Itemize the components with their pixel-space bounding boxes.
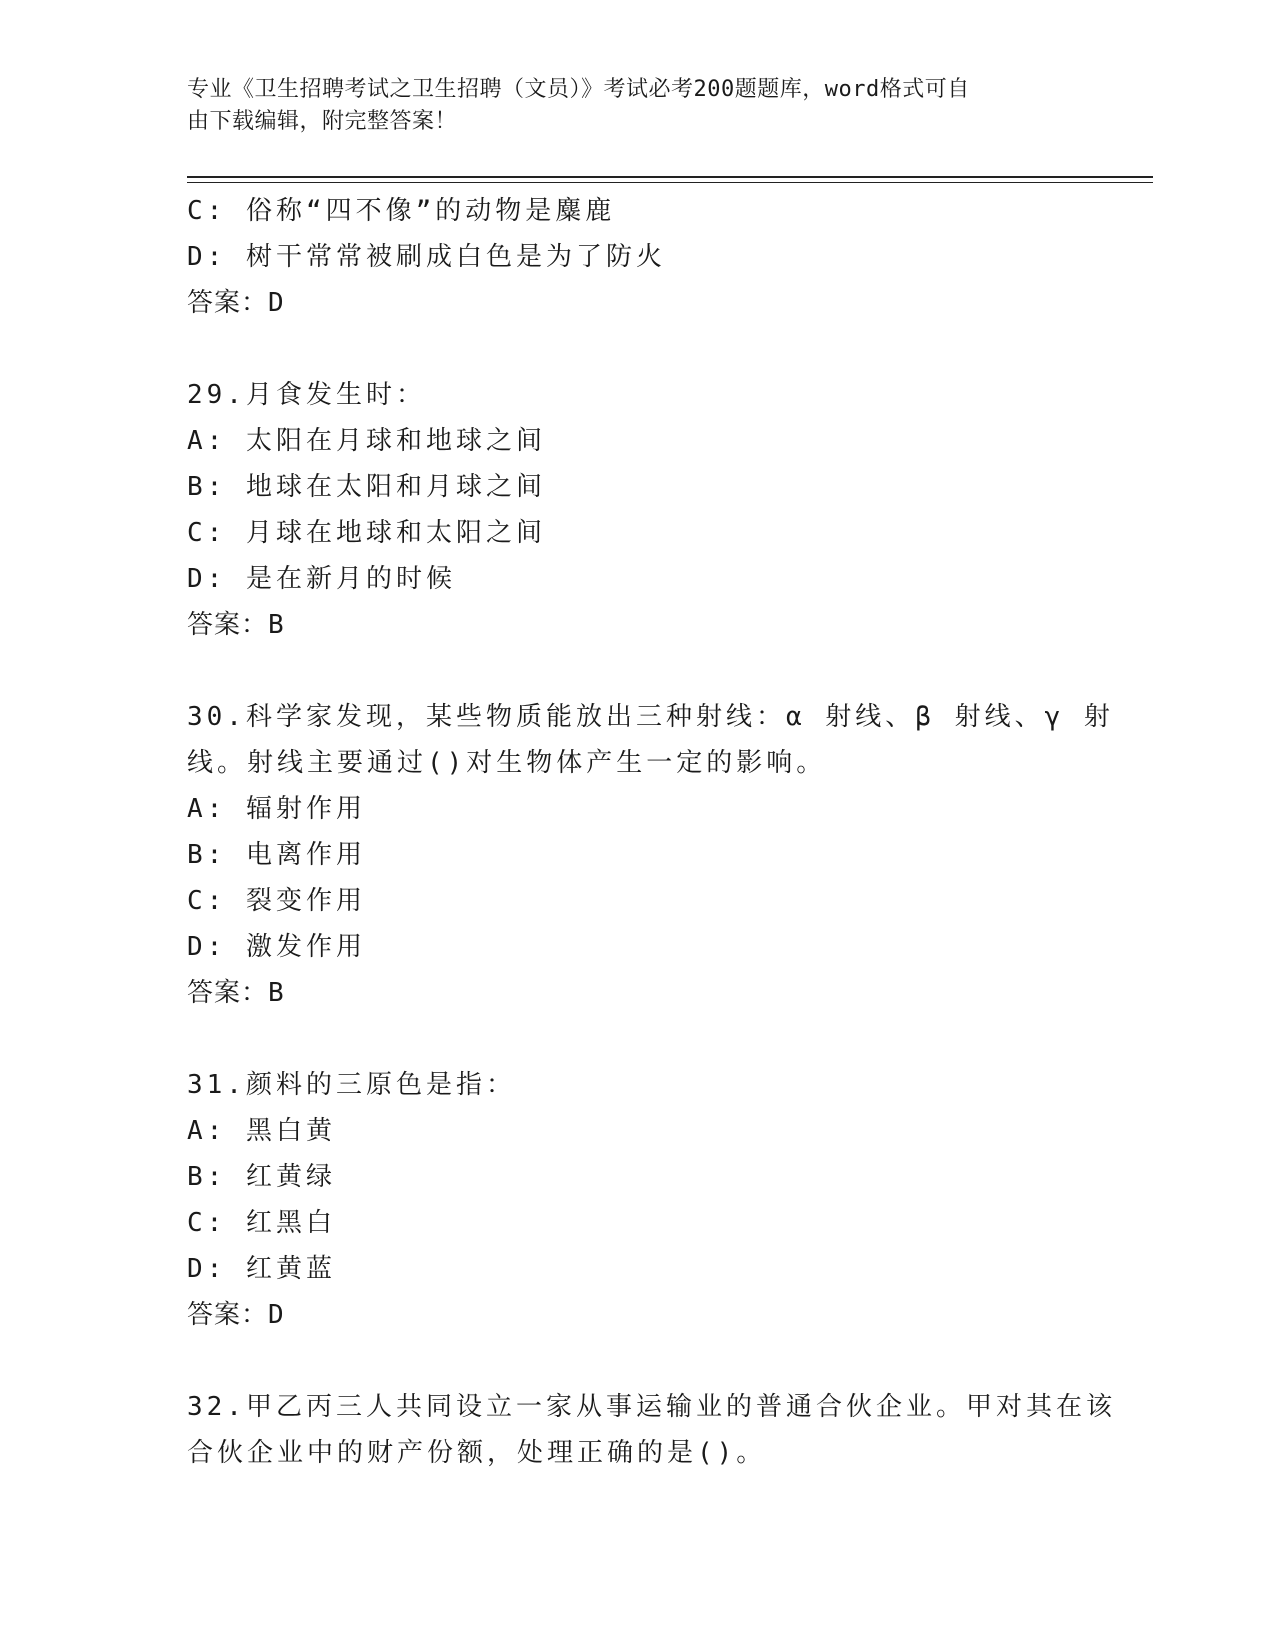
option-d: D: 激发作用	[187, 932, 366, 962]
header-divider-thin	[187, 182, 1153, 183]
answer: 答案：D	[187, 288, 285, 318]
option-c: C: 月球在地球和太阳之间	[187, 518, 546, 548]
document-header	[187, 74, 1067, 138]
option-a: A: 辐射作用	[187, 794, 366, 824]
question-text-line-1: 30.科学家发现，某些物质能放出三种射线：α 射线、β 射线、γ 射	[187, 702, 1114, 732]
spacer	[187, 1338, 1087, 1384]
question-30	[187, 694, 1114, 1016]
spacer	[187, 648, 1087, 694]
option-d: D: 是在新月的时候	[187, 564, 456, 594]
question-32	[187, 1384, 1116, 1476]
option-b: B: 电离作用	[187, 840, 366, 870]
spacer	[187, 326, 1087, 372]
question-text-line-2: 合伙企业中的财产份额，处理正确的是()。	[187, 1438, 767, 1468]
question-text: 29.月食发生时：	[187, 380, 426, 410]
option-b: B: 红黄绿	[187, 1162, 336, 1192]
option-b: B: 地球在太阳和月球之间	[187, 472, 546, 502]
question-text-line-2: 线。射线主要通过()对生物体产生一定的影响。	[187, 748, 827, 778]
header-divider-thick	[187, 176, 1153, 178]
question-list	[187, 188, 1116, 1476]
header-line-1: 专业《卫生招聘考试之卫生招聘（文员）》考试必考200题题库，word格式可自	[187, 77, 970, 102]
question-28	[187, 188, 1087, 326]
question-text-line-1: 32.甲乙丙三人共同设立一家从事运输业的普通合伙企业。甲对其在该	[187, 1392, 1116, 1422]
answer: 答案：D	[187, 1300, 285, 1330]
option-a: A: 太阳在月球和地球之间	[187, 426, 546, 456]
option-c: C: 裂变作用	[187, 886, 366, 916]
option-d: D: 红黄蓝	[187, 1254, 336, 1284]
answer: 答案：B	[187, 610, 285, 640]
spacer	[187, 1016, 1087, 1062]
option-a: A: 黑白黄	[187, 1116, 336, 1146]
option-c: C: 俗称“四不像”的动物是麋鹿	[187, 196, 616, 226]
option-d: D: 树干常常被刷成白色是为了防火	[187, 242, 666, 272]
question-31	[187, 1062, 1087, 1338]
answer: 答案：B	[187, 978, 285, 1008]
question-text: 31.颜料的三原色是指：	[187, 1070, 516, 1100]
question-29	[187, 372, 1087, 648]
header-line-2: 由下载编辑，附完整答案！	[187, 109, 458, 134]
option-c: C: 红黑白	[187, 1208, 336, 1238]
